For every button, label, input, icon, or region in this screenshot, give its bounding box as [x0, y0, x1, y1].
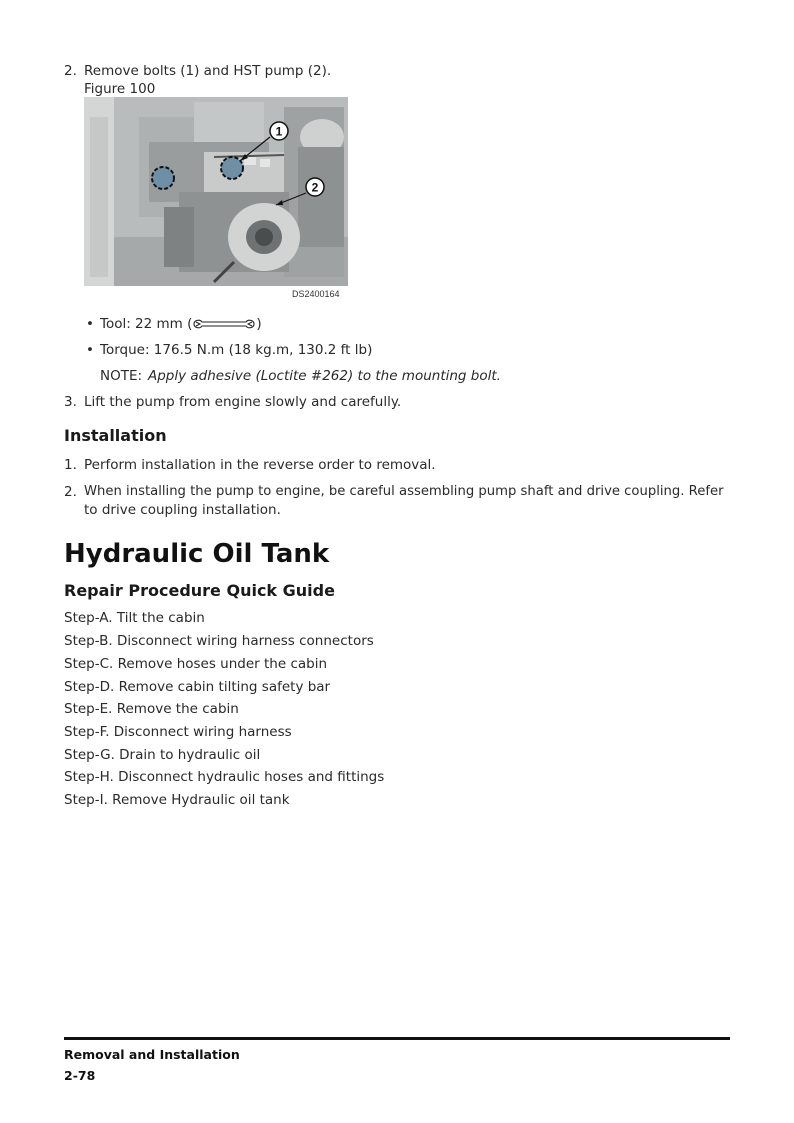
pump-photo-figure — [84, 97, 348, 286]
installation-heading: Installation — [64, 426, 167, 445]
callout-2-label: 2 — [311, 180, 319, 195]
install-step-number: 2. — [64, 484, 77, 500]
page-number: 2-78 — [64, 1068, 96, 1083]
guide-step: Step-C. Remove hoses under the cabin — [64, 656, 328, 672]
bullet-marker: • — [86, 342, 94, 358]
install-step-text-line1: When installing the pump to engine, be careful assembling pump shaft and drive coupling. Refer — [84, 484, 724, 499]
bullet-marker: • — [86, 316, 94, 332]
note-label: NOTE: — [100, 368, 143, 384]
wrench-icon — [192, 318, 256, 330]
tool-spec — [100, 315, 262, 333]
install-step-number: 1. — [64, 457, 77, 473]
section-title: Hydraulic Oil Tank — [64, 539, 330, 569]
guide-step: Step-F. Disconnect wiring harness — [64, 724, 292, 740]
tool-spec-suffix: ) — [256, 316, 262, 332]
step-number: 2. — [64, 63, 77, 79]
step-text: Lift the pump from engine slowly and carefully. — [84, 394, 402, 410]
guide-step: Step-E. Remove the cabin — [64, 701, 239, 717]
install-step-text: Perform installation in the reverse order to removal. — [84, 457, 436, 473]
guide-step: Step-G. Drain to hydraulic oil — [64, 747, 261, 763]
callout-1-label: 1 — [275, 124, 283, 139]
install-step-text-line2: to drive coupling installation. — [84, 502, 281, 518]
torque-spec: Torque: 176.5 N.m (18 kg.m, 130.2 ft lb) — [100, 342, 373, 358]
guide-step: Step-D. Remove cabin tilting safety bar — [64, 679, 331, 695]
figure-caption: Figure 100 — [84, 81, 156, 97]
guide-step: Step-B. Disconnect wiring harness connectors — [64, 633, 374, 649]
step-number: 3. — [64, 394, 77, 410]
quick-guide-heading: Repair Procedure Quick Guide — [64, 581, 335, 600]
tool-spec-prefix: Tool: 22 mm ( — [100, 316, 193, 332]
guide-step: Step-A. Tilt the cabin — [64, 610, 205, 626]
step-text: Remove bolts (1) and HST pump (2). — [84, 63, 332, 79]
guide-step: Step-H. Disconnect hydraulic hoses and fittings — [64, 769, 385, 785]
footer-divider — [64, 1037, 730, 1040]
guide-step: Step-I. Remove Hydraulic oil tank — [64, 792, 290, 808]
figure-id: DS2400164 — [292, 289, 340, 299]
note-text: Apply adhesive (Loctite #262) to the mounting bolt. — [148, 368, 501, 384]
footer-chapter: Removal and Installation — [64, 1047, 240, 1062]
